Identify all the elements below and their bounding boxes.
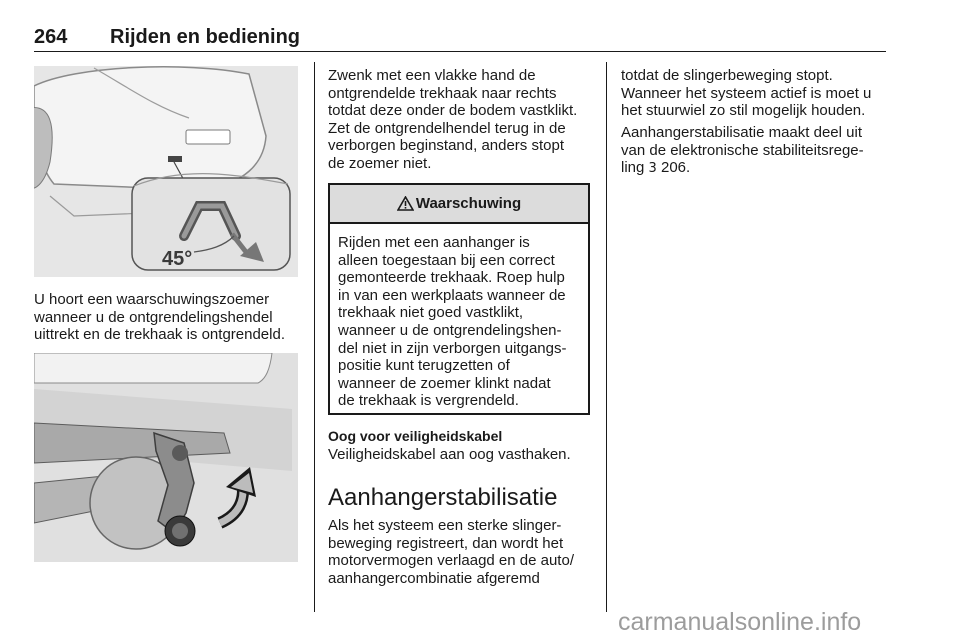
- car-rear-drawing: [34, 66, 298, 277]
- stability-continued-line: Wanneer het systeem actief is moet u: [621, 84, 872, 102]
- buzzer-paragraph-line: uittrekt en de trekhaak is ontgrendeld.: [34, 326, 285, 344]
- warning-header: [330, 185, 588, 224]
- stability-line: beweging registreert, dan wordt het: [328, 534, 564, 552]
- stability-continued-line: totdat de slingerbeweging stopt.: [621, 67, 833, 84]
- buzzer-paragraph-line: wanneer u de ontgrendelingshendel: [34, 308, 273, 326]
- stability-continued-line: het stuurwiel zo stil mogelijk houden.: [621, 102, 866, 120]
- esc-reference-paragraph: [621, 124, 864, 178]
- page-number: 264: [34, 26, 68, 48]
- buzzer-paragraph-line: U hoort een waarschuwingszoemer: [34, 291, 270, 308]
- header-rule: [34, 51, 886, 52]
- warning-triangle-icon: [397, 196, 414, 211]
- watermark: carmanualsonline.info: [618, 608, 862, 636]
- warning-line: gemonteerde trekhaak. Roep hulp: [338, 269, 565, 287]
- stability-paragraph: [328, 517, 574, 587]
- stability-line: motorvermogen verlaagd en de auto/: [328, 552, 574, 570]
- warning-line: alleen toegestaan bij een correct: [338, 251, 555, 269]
- esc-reference-last-line: [621, 159, 864, 178]
- page-title: Rijden en bediening: [110, 26, 301, 48]
- swivel-instruction-line: totdat deze onder de bodem vastklikt.: [328, 102, 578, 120]
- warning-line: positie kunt terugzetten of: [338, 357, 510, 375]
- warning-text: [330, 224, 588, 410]
- safety-eye-text: Veiligheidskabel aan oog vasthaken.: [328, 446, 571, 463]
- stability-continued-paragraph: [621, 67, 871, 120]
- swivel-instruction-line: Zet de ontgrendelhendel terug in de: [328, 119, 566, 137]
- esc-reference-prefix: ling: [621, 159, 645, 177]
- warning-line: Rijden met een aanhanger is: [338, 234, 530, 251]
- safety-eye-heading: Oog voor veiligheidskabel: [328, 428, 503, 444]
- swivel-instruction-line: ontgrendelde trekhaak naar rechts: [328, 84, 557, 102]
- towbar-rear-illustration: [34, 66, 298, 277]
- warning-line: trekhaak niet goed vastklikt,: [338, 304, 524, 322]
- warning-line: de trekhaak is vergrendeld.: [338, 392, 519, 410]
- angle-label: 45°: [162, 248, 193, 270]
- warning-line: in van een werkplaats wanneer de: [338, 286, 566, 304]
- stability-line: aanhangercombinatie afgeremd: [328, 569, 540, 587]
- column-divider-2: [606, 62, 607, 612]
- column-divider-1: [314, 62, 315, 612]
- swivel-instruction-line: verborgen beginstand, anders stopt: [328, 137, 564, 155]
- towbar-pivot-illustration: [34, 353, 298, 562]
- buzzer-paragraph: [34, 291, 285, 344]
- esc-reference-line: van de elektronische stabiliteitsrege-: [621, 141, 864, 159]
- warning-box: [328, 183, 590, 415]
- page-ref-arrow-icon: 3: [648, 161, 657, 177]
- swivel-instruction-paragraph: [328, 67, 577, 173]
- warning-line: wanneer de zoemer klinkt nadat: [338, 374, 551, 392]
- swivel-instruction-line: de zoemer niet.: [328, 154, 432, 172]
- page-reference-link[interactable]: 206.: [660, 159, 691, 177]
- swivel-instruction-line: Zwenk met een vlakke hand de: [328, 67, 536, 84]
- warning-title: Waarschuwing: [415, 195, 522, 212]
- warning-line: wanneer u de ontgrendelingshen-: [338, 321, 562, 339]
- section-heading: Aanhangerstabilisatie: [328, 484, 558, 511]
- esc-reference-line: Aanhangerstabilisatie maakt deel uit: [621, 124, 862, 141]
- stability-line: Als het systeem een sterke slinger-: [328, 517, 562, 534]
- hitch-pivot-drawing: [34, 353, 298, 562]
- warning-line: del niet in zijn verborgen uitgangs-: [338, 339, 567, 357]
